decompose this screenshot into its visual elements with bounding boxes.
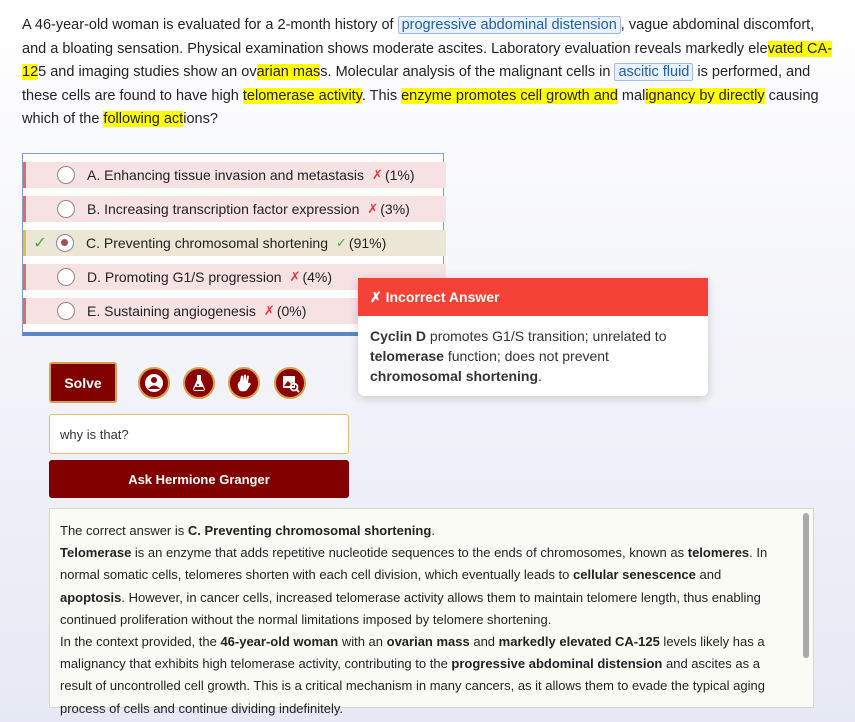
explanation-line: The correct answer is C. Preventing chromosomal shortening. [60, 523, 435, 538]
radio-button-selected[interactable] [56, 234, 74, 252]
popup-explanation [358, 316, 708, 396]
correct-icon: ✓ [336, 235, 347, 250]
flask-icon[interactable] [183, 367, 215, 399]
choice-a[interactable] [23, 162, 446, 188]
popup-bold-term: chromosomal shortening [370, 368, 539, 384]
choice-percent: (3%) [380, 201, 410, 217]
question-text: 5 and imaging studies show an ov [38, 64, 257, 80]
question-text: s. Molecular analysis of the malignant cells in [320, 64, 615, 80]
highlight-yellow[interactable]: ignancy by directly [645, 87, 765, 104]
choice-c[interactable] [23, 230, 446, 256]
popup-text: . [538, 368, 542, 384]
highlight-yellow[interactable]: enzyme promotes cell growth and [401, 87, 618, 104]
choice-percent: (4%) [302, 269, 332, 285]
solve-button[interactable]: Solve [49, 362, 117, 403]
explanation-panel[interactable] [49, 508, 814, 716]
question-text: causing which of the [22, 87, 819, 127]
radio-button[interactable] [57, 200, 75, 218]
highlight-yellow[interactable]: vated CA-12 [22, 40, 833, 80]
choice-percent: (1%) [384, 167, 415, 183]
highlight-yellow[interactable]: arian mas [256, 64, 321, 80]
choice-label: B. Increasing transcription factor expression [87, 201, 360, 217]
choice-label: C. Preventing chromosomal shortening [86, 235, 329, 251]
ask-input[interactable]: why is that? [49, 414, 349, 454]
radio-button[interactable] [57, 302, 75, 320]
incorrect-icon: ✗ [367, 201, 379, 216]
question-stem [22, 14, 834, 132]
incorrect-answer-popup [358, 278, 708, 396]
question-text: . This [361, 87, 402, 104]
correct-check-icon: ✓ [33, 235, 47, 252]
question-text: mal [617, 87, 646, 104]
popup-bold-term: Cyclin D [370, 328, 427, 344]
hand-icon[interactable] [228, 367, 260, 399]
choice-percent: (91%) [348, 235, 387, 251]
question-text: ions? [183, 111, 218, 127]
user-icon[interactable] [138, 367, 170, 399]
popup-title: ✗ Incorrect Answer [358, 278, 708, 316]
highlight-yellow[interactable]: telomerase activity [242, 87, 362, 104]
incorrect-icon: ✗ [372, 167, 383, 182]
highlight-blue[interactable]: ascitic fluid [614, 63, 693, 81]
scrollbar-thumb[interactable] [803, 513, 809, 658]
popup-bold-term: telomerase [370, 348, 444, 364]
highlight-blue[interactable]: progressive abdominal distension [398, 16, 621, 34]
ask-button[interactable]: Ask Hermione Granger [49, 460, 349, 498]
explanation-paragraph: In the context provided, the 46-year-old woman with an ovarian mass and markedly elevated CA-125 levels likely has a malignancy that exhibits high telomerase activity, contributing to the progressive abdominal distension and ascites as a result of uncontrolled cell growth. This is a critical mechanism in many cancers, as it allows them to evade the typical aging process of cells and continue dividing indefinitely. [60, 634, 765, 716]
popup-text: function; does not prevent [443, 348, 609, 364]
explanation-text [60, 520, 780, 720]
radio-button[interactable] [57, 166, 75, 184]
choice-label: A. Enhancing tissue invasion and metastasis [87, 167, 365, 183]
question-text: , vague abdominal discomfort, and a bloating sensation. Physical examination shows moderate ascites. Laboratory evaluation reveals markedly ele [22, 17, 815, 57]
question-text: is performed, and these cells are found to have high [22, 64, 811, 104]
choice-label: E. Sustaining angiogenesis [87, 303, 256, 319]
incorrect-icon: ✗ [289, 269, 301, 284]
choice-b[interactable] [23, 196, 446, 222]
choice-label: D. Promoting G1/S progression [87, 269, 282, 285]
radio-button[interactable] [57, 268, 75, 286]
popup-text: promotes G1/S transition; unrelated to [426, 328, 667, 344]
explanation-paragraph: Telomerase is an enzyme that adds repetitive nucleotide sequences to the ends of chromosomes, known as telomeres. In normal somatic cells, telomeres shorten with each cell division, which eventually leads to cellular senescence and apoptosis. However, in cancer cells, increased telomerase activity allows them to maintain telomere length, thus enabling continued proliferation without the normal limitations imposed by telomere shortening. [60, 545, 768, 627]
question-text: A 46-year-old woman is evaluated for a 2-month history of [22, 17, 398, 33]
highlight-yellow[interactable]: following act [103, 111, 184, 127]
incorrect-icon: ✗ [263, 303, 275, 318]
choice-percent: (0%) [276, 303, 307, 319]
image-search-icon[interactable] [274, 367, 306, 399]
